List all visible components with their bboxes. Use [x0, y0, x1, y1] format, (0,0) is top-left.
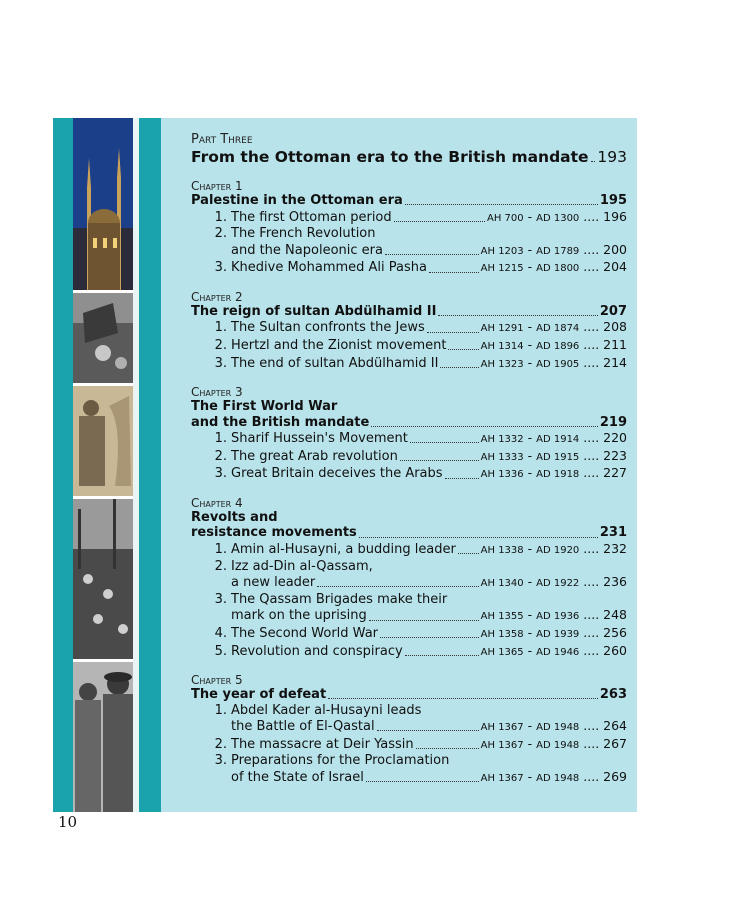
item-title: Sharif Hussein's Movement	[231, 431, 408, 447]
mosque-photo	[73, 118, 133, 290]
leader-dots	[416, 748, 479, 749]
chapter-title: resistance movements	[191, 525, 357, 541]
item-title: Revolution and conspiracy	[231, 643, 403, 659]
item-dates: AH 1332 - AD 1914 .... 220	[480, 430, 627, 446]
item-title: Great Britain deceives the Arabs	[231, 466, 443, 482]
toc-item	[191, 319, 627, 337]
chapter-title: The year of defeat	[191, 687, 327, 703]
item-number: 1.	[214, 702, 227, 718]
item-page: 208	[603, 319, 627, 335]
leader-dots	[371, 426, 598, 427]
item-title: Izz ad-Din al-Qassam,	[231, 558, 373, 574]
chapter-title: The First World War	[191, 399, 338, 415]
table-of-contents	[191, 132, 627, 787]
item-page: 220	[603, 430, 627, 446]
item-title: Hertzl and the Zionist movement	[231, 337, 447, 353]
page-number: 10	[58, 813, 78, 831]
toc-item	[191, 209, 627, 227]
gregorian-date: AD 1948	[536, 739, 580, 751]
gregorian-date: AD 1914	[536, 434, 580, 446]
chapter-title: and the British mandate	[191, 414, 370, 430]
hijri-date: AH 1338	[480, 544, 524, 556]
item-title: The Qassam Brigades make their	[231, 591, 448, 607]
item-dates: AH 1314 - AD 1896 .... 211	[480, 336, 627, 352]
chapter-page: 231	[599, 525, 627, 541]
chapter-title: Palestine in the Ottoman era	[191, 193, 403, 208]
hijri-date: AH 1355	[480, 611, 524, 623]
item-number: 3.	[214, 355, 227, 371]
toc-item	[191, 574, 627, 592]
item-dates: AH 1367 - AD 1948 .... 269	[480, 768, 627, 784]
gregorian-date: AD 1946	[536, 646, 580, 658]
hijri-date: AH 1365	[480, 646, 524, 658]
hijri-date: AH 1333	[480, 451, 524, 463]
item-title: The Sultan confronts the Jews	[231, 320, 425, 336]
photo-strip	[53, 118, 161, 812]
leader-dots	[317, 586, 478, 587]
hijri-date: AH 1340	[480, 578, 524, 590]
teal-band-right	[139, 118, 161, 812]
leader-dots	[380, 637, 479, 638]
hijri-date: AH 1367	[480, 722, 524, 734]
item-number: 2.	[214, 448, 227, 464]
toc-item	[191, 625, 627, 643]
chapters-list	[191, 179, 627, 787]
item-page: 211	[603, 336, 627, 352]
item-number: 4.	[214, 625, 227, 641]
toc-item	[191, 607, 627, 625]
item-dates: AH 700 - AD 1300 .... 196	[487, 208, 627, 224]
gregorian-date: AD 1915	[536, 451, 580, 463]
item-title: The end of sultan Abdülhamid II	[231, 355, 439, 371]
item-dates: AH 1323 - AD 1905 .... 214	[480, 354, 627, 370]
leader-dots	[359, 537, 598, 538]
hijri-date: AH 1367	[480, 739, 524, 751]
leader-dots	[427, 332, 479, 333]
item-page: 248	[603, 607, 627, 623]
item-number: 2.	[214, 558, 227, 574]
chapter-label: Chapter 1	[191, 179, 243, 193]
leader-dots	[410, 442, 479, 443]
item-number: 2.	[214, 337, 227, 353]
toc-item	[191, 448, 627, 466]
gregorian-date: AD 1789	[536, 245, 580, 257]
toc-item	[191, 226, 627, 242]
crowd-flag-photo	[73, 293, 133, 383]
item-dates: AH 1336 - AD 1918 .... 227	[480, 465, 627, 481]
mass-rally-photo	[73, 499, 133, 659]
leader-dots	[377, 730, 479, 731]
item-title: The Second World War	[231, 625, 379, 641]
item-title: of the State of Israel	[231, 769, 364, 785]
gregorian-date: AD 1948	[536, 722, 580, 734]
gregorian-date: AD 1922	[536, 578, 580, 590]
leader-dots	[328, 698, 598, 699]
toc-item	[191, 703, 627, 719]
leader-dots	[445, 478, 479, 479]
toc-item	[191, 753, 627, 769]
toc-item	[191, 541, 627, 559]
toc-item	[191, 718, 627, 736]
chapter-section	[191, 290, 627, 372]
hijri-date: AH 1336	[480, 469, 524, 481]
item-dates: AH 1365 - AD 1946 .... 260	[480, 642, 627, 658]
leader-dots	[400, 460, 479, 461]
gregorian-date: AD 1918	[536, 469, 580, 481]
chapter-section	[191, 496, 627, 660]
hijri-date: AH 1367	[480, 772, 524, 784]
item-number: 5.	[214, 643, 227, 659]
item-page: 223	[603, 447, 627, 463]
item-dates: AH 1333 - AD 1915 .... 223	[480, 447, 627, 463]
hijri-date: AH 1332	[480, 434, 524, 446]
toc-item	[191, 643, 627, 661]
item-page: 204	[603, 259, 627, 275]
item-number: 2.	[214, 736, 227, 752]
item-page: 232	[603, 540, 627, 556]
hijri-date: AH 700	[487, 212, 524, 224]
item-number: 3.	[214, 466, 227, 482]
item-dates: AH 1358 - AD 1939 .... 256	[480, 624, 627, 640]
part-page: 193	[597, 148, 627, 166]
leader-dots	[369, 620, 479, 621]
item-title: mark on the uprising	[231, 608, 367, 624]
chapter-page: 207	[599, 303, 627, 319]
hijri-date: AH 1215	[480, 263, 524, 275]
item-page: 196	[603, 208, 627, 224]
item-dates: AH 1291 - AD 1874 .... 208	[480, 319, 627, 335]
item-title: Preparations for the Proclamation	[231, 753, 450, 769]
fighters-photo	[73, 662, 133, 812]
item-title: The great Arab revolution	[231, 448, 398, 464]
gregorian-date: AD 1905	[536, 358, 580, 370]
item-page: 260	[603, 642, 627, 658]
leader-dots	[438, 315, 597, 316]
item-number: 3.	[214, 260, 227, 276]
toc-item	[191, 769, 627, 787]
item-number: 1.	[214, 209, 227, 225]
chapter-label: Chapter 4	[191, 495, 243, 510]
item-page: 256	[603, 624, 627, 640]
item-number: 1.	[214, 541, 227, 557]
toc-item	[191, 355, 627, 373]
item-title: a new leader	[231, 575, 316, 591]
portrait-photo	[73, 386, 133, 496]
leader-dots	[440, 367, 478, 368]
item-page: 236	[603, 574, 627, 590]
toc-item	[191, 465, 627, 483]
item-title: Khedive Mohammed Ali Pasha	[231, 260, 427, 276]
item-page: 214	[603, 354, 627, 370]
leader-dots	[448, 349, 478, 350]
leader-dots	[591, 161, 596, 162]
leader-dots	[405, 204, 598, 205]
chapter-label: Chapter 5	[191, 673, 243, 688]
hijri-date: AH 1203	[480, 245, 524, 257]
gregorian-date: AD 1920	[536, 544, 580, 556]
chapter-title-line	[191, 415, 627, 431]
chapter-title-line	[191, 687, 627, 703]
item-number: 3.	[214, 591, 227, 607]
gregorian-date: AD 1300	[536, 212, 580, 224]
chapter-title: Revolts and	[191, 509, 278, 525]
item-page: 264	[603, 718, 627, 734]
leader-dots	[458, 553, 479, 554]
toc-item	[191, 430, 627, 448]
gregorian-date: AD 1800	[536, 263, 580, 275]
item-title: the Battle of El-Qastal	[231, 719, 375, 735]
toc-item	[191, 337, 627, 355]
toc-item	[191, 592, 627, 608]
chapter-title-line	[191, 304, 627, 320]
teal-band-left	[53, 118, 73, 812]
item-dates: AH 1203 - AD 1789 .... 200	[480, 241, 627, 257]
toc-item	[191, 242, 627, 260]
chapter-section	[191, 179, 627, 277]
item-dates: AH 1367 - AD 1948 .... 267	[480, 735, 627, 751]
gregorian-date: AD 1936	[536, 611, 580, 623]
chapter-page: 219	[599, 414, 627, 430]
gregorian-date: AD 1896	[536, 340, 580, 352]
gregorian-date: AD 1948	[536, 772, 580, 784]
item-dates: AH 1215 - AD 1800 .... 204	[480, 259, 627, 275]
leader-dots	[366, 781, 479, 782]
part-title-line	[191, 148, 627, 166]
item-number: 1.	[214, 431, 227, 447]
item-page: 200	[603, 241, 627, 257]
toc-item	[191, 736, 627, 754]
chapter-page: 263	[599, 687, 627, 703]
chapter-title-line	[191, 525, 627, 541]
chapter-label: Chapter 2	[191, 289, 243, 304]
item-title: Abdel Kader al-Husayni leads	[231, 702, 422, 718]
gregorian-date: AD 1874	[536, 323, 580, 335]
gregorian-date: AD 1939	[536, 628, 580, 640]
item-title: Amin al-Husayni, a budding leader	[231, 541, 456, 557]
hijri-date: AH 1358	[480, 628, 524, 640]
item-title: and the Napoleonic era	[231, 242, 383, 258]
item-page: 269	[603, 768, 627, 784]
leader-dots	[394, 221, 485, 222]
toc-item	[191, 259, 627, 277]
chapter-page: 195	[599, 193, 627, 208]
toc-item	[191, 559, 627, 575]
item-page: 227	[603, 465, 627, 481]
leader-dots	[405, 655, 479, 656]
item-title: The massacre at Deir Yassin	[231, 736, 414, 752]
hijri-date: AH 1314	[480, 340, 524, 352]
chapter-section	[191, 385, 627, 483]
part-title: From the Ottoman era to the British mandate	[191, 148, 589, 166]
item-dates: AH 1355 - AD 1936 .... 248	[480, 607, 627, 623]
hijri-date: AH 1291	[480, 323, 524, 335]
item-number: 1.	[214, 320, 227, 336]
chapter-title: The reign of sultan Abdülhamid II	[191, 303, 437, 319]
item-title: The first Ottoman period	[231, 209, 392, 225]
leader-dots	[385, 254, 479, 255]
leader-dots	[429, 272, 479, 273]
chapter-title-line	[191, 193, 627, 209]
item-dates: AH 1340 - AD 1922 .... 236	[480, 574, 627, 590]
chapter-label: Chapter 3	[191, 385, 243, 400]
item-number: 3.	[214, 753, 227, 769]
chapter-section	[191, 673, 627, 786]
item-title: The French Revolution	[231, 226, 376, 242]
item-page: 267	[603, 735, 627, 751]
item-dates: AH 1367 - AD 1948 .... 264	[480, 718, 627, 734]
part-label: Part Three	[191, 132, 253, 147]
item-number: 2.	[214, 226, 227, 242]
item-dates: AH 1338 - AD 1920 .... 232	[480, 540, 627, 556]
hijri-date: AH 1323	[480, 358, 524, 370]
